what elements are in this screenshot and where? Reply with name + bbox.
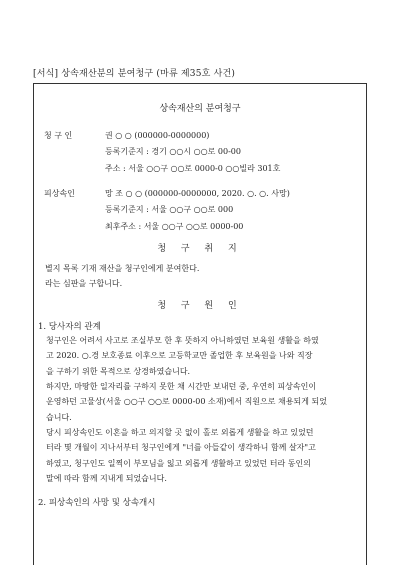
section1-paragraph — [46, 425, 346, 487]
paragraph-line: 터라 몇 개월이 지나서부터 청구인에게 "너를 아들같이 생각하니 함께 살자"고 — [46, 443, 316, 453]
decedent-label: 피상속인 — [44, 189, 75, 198]
paragraph-line: 운영하던 고물상(서울 ○○구 ○○로 0000-00 소재)에서 직원으로 채용되게 되었 — [46, 397, 327, 407]
decedent-domicile: 등록기준지 : 서울 ○○구 ○○로 000 — [105, 205, 234, 214]
section1-heading: 1. 당사자의 관계 — [38, 322, 101, 332]
claimant-label: 청 구 인 — [44, 131, 73, 140]
claimant-name: 권 ○ ○ (000000-0000000) — [105, 131, 210, 140]
claimant-domicile: 등록기준지 : 경기 ○○시 ○○로 00-00 — [105, 147, 241, 156]
form-caption: [서식] 상속재산분의 분여청구 (마류 제35호 사건) — [33, 69, 236, 79]
paragraph-line: 고 2020. ○.경 보호종료 이후으로 고등학교만 졸업한 후 보육원을 나와 직장 — [46, 351, 313, 361]
paragraph-line: 말에 따라 함께 지내게 되었습니다. — [46, 474, 167, 484]
purpose-heading: 청 구 취 지 — [157, 244, 243, 254]
decedent-name: 망 조 ○ ○ (000000-0000000, 2020. ○. ○. 사망) — [105, 189, 290, 198]
paragraph-line: 청구인은 어려서 사고로 조실부모 한 후 뜻하지 아니하였던 보육원 생활을 하였 — [46, 336, 319, 345]
paragraph-line: 하였고, 청구인도 일찍이 부모님을 잃고 외롭게 생활하고 있었던 터라 동인의 — [46, 458, 311, 468]
claimant-address: 주소 : 서울 ○○구 ○○로 0000-0 ○○빌라 301호 — [105, 164, 281, 173]
purpose-line: 별지 목록 기재 재산을 청구인에게 분여한다. — [45, 264, 200, 273]
document-frame — [33, 83, 367, 565]
paragraph-line: 하지만, 마땅한 일자리를 구하지 못한 채 시간만 보내던 중, 우연히 피상속인이 — [46, 382, 317, 391]
decedent-last-address: 최후주소 : 서울 ○○구 ○○로 0000-00 — [105, 222, 244, 231]
document-title: 상속재산의 분여청구 — [159, 104, 241, 114]
cause-heading: 청 구 원 인 — [157, 301, 243, 311]
paragraph-line: 당시 피상속인도 이혼을 하고 의지할 곳 없이 홀로 외롭게 생활을 하고 있었던 — [46, 428, 314, 437]
paragraph-line: 습니다. — [46, 412, 72, 422]
section1-paragraph — [46, 379, 346, 425]
section2-heading: 2. 피상속인의 사망 및 상속개시 — [38, 498, 156, 508]
section1-paragraph — [46, 333, 346, 379]
purpose-line: 라는 심판을 구합니다. — [45, 279, 123, 288]
paragraph-line: 을 구하기 위한 목적으로 상경하였습니다. — [46, 366, 191, 376]
